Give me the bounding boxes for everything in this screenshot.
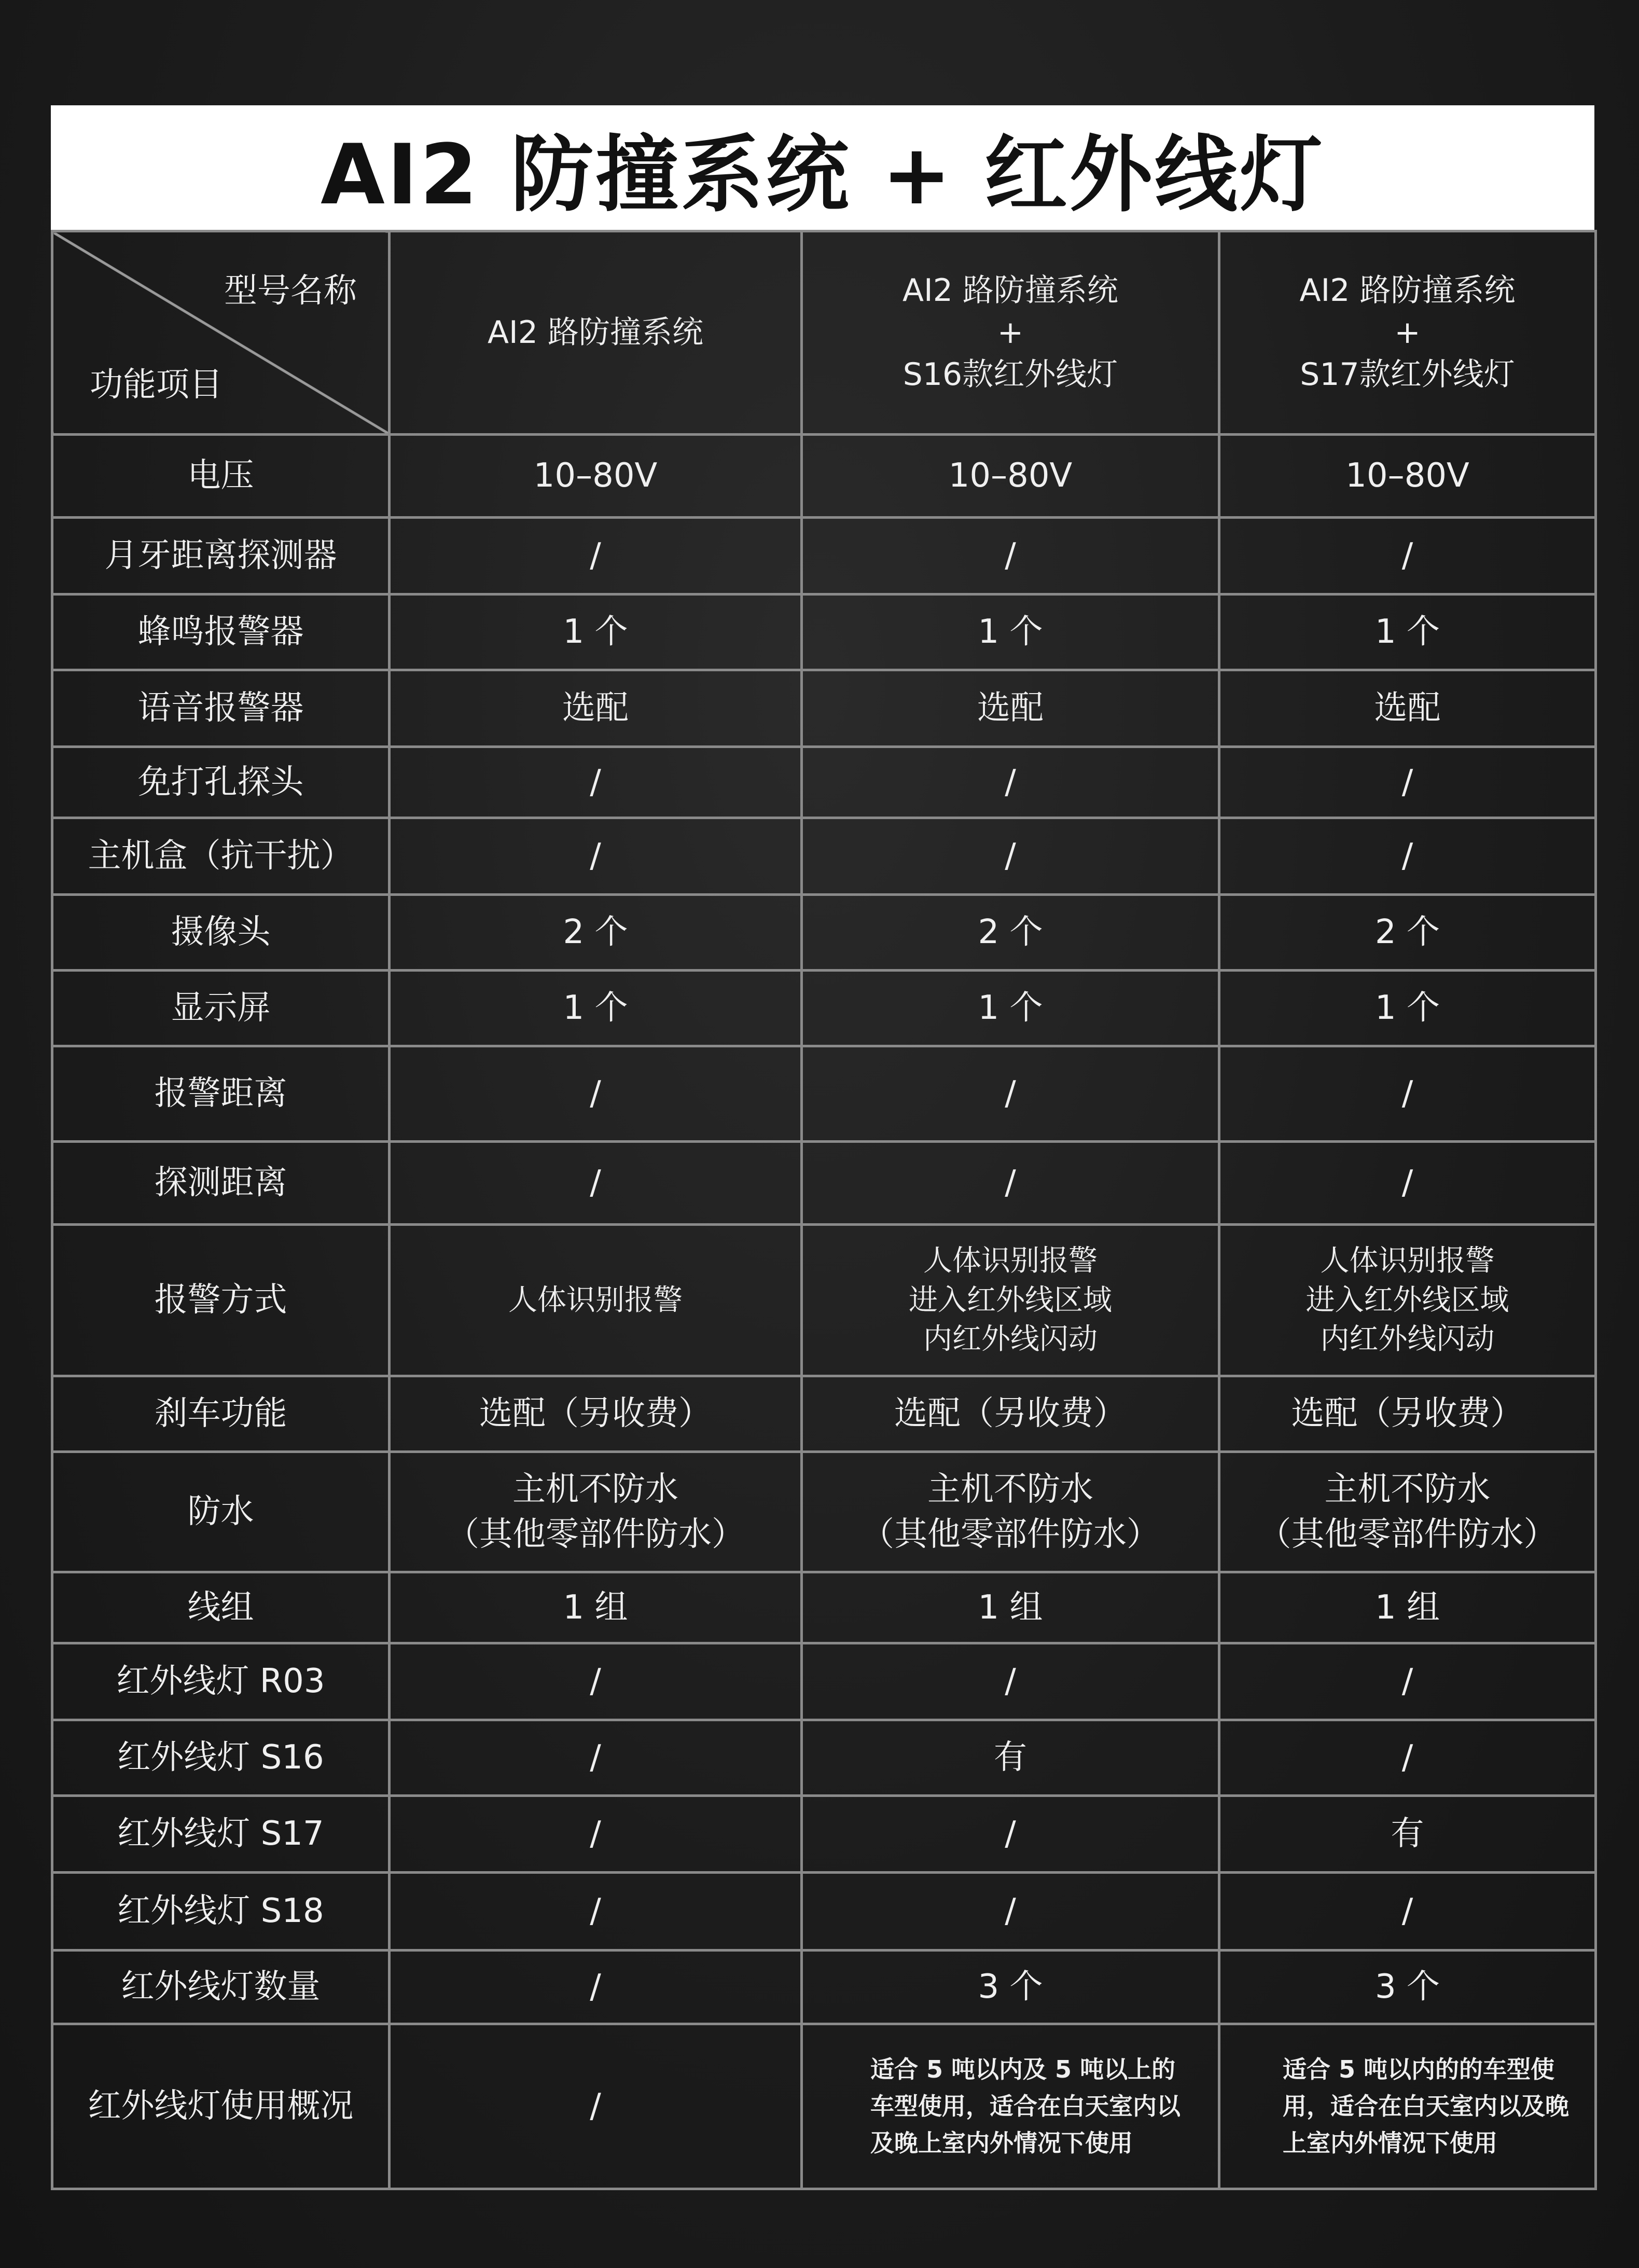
table-row	[52, 435, 1596, 518]
feature-cell: 刹车功能	[52, 1376, 390, 1452]
value-cell: 主机不防水 （其他零部件防水）	[1219, 1452, 1596, 1572]
value-cell: 3 个	[802, 1951, 1219, 2024]
table-row	[52, 1452, 1596, 1572]
value-cell: 有	[802, 1720, 1219, 1796]
feature-cell: 月牙距离探测器	[52, 518, 390, 594]
value-cell: 10–80V	[1219, 435, 1596, 518]
value-cell: /	[390, 747, 802, 818]
value-cell: 选配	[802, 670, 1219, 747]
value-cell: /	[390, 1046, 802, 1142]
table-row	[52, 1142, 1596, 1225]
value-cell: 1 组	[390, 1572, 802, 1643]
table-row	[52, 895, 1596, 971]
diagonal-header-cell	[52, 231, 390, 435]
table-row	[52, 1720, 1596, 1796]
table-row	[52, 1572, 1596, 1643]
value-cell: 主机不防水 （其他零部件防水）	[390, 1452, 802, 1572]
table-row	[52, 670, 1596, 747]
value-cell: 1 组	[1219, 1572, 1596, 1643]
value-cell: /	[802, 747, 1219, 818]
table-row	[52, 594, 1596, 670]
value-cell: /	[390, 2024, 802, 2189]
value-cell: 选配（另收费）	[802, 1376, 1219, 1452]
feature-cell: 线组	[52, 1572, 390, 1643]
feature-label: 功能项目	[90, 365, 223, 404]
feature-cell: 红外线灯 S16	[52, 1720, 390, 1796]
value-cell: 1 组	[802, 1572, 1219, 1643]
table-row	[52, 1376, 1596, 1452]
value-cell: 10–80V	[390, 435, 802, 518]
value-cell: 选配（另收费）	[390, 1376, 802, 1452]
page-title: AI2 防撞系统 + 红外线灯	[51, 105, 1594, 230]
value-cell: /	[390, 518, 802, 594]
feature-cell: 摄像头	[52, 895, 390, 971]
table-row	[52, 971, 1596, 1046]
value-cell: 人体识别报警	[390, 1225, 802, 1376]
usage-note-cell: 适合 5 吨以内的的车型使用，适合在白天室内以及晚上室内外情况下使用	[1219, 2024, 1596, 2189]
value-cell: 2 个	[802, 895, 1219, 971]
value-cell: 有	[1219, 1796, 1596, 1873]
model-header-ai2: AI2 路防撞系统	[390, 231, 802, 435]
feature-cell: 红外线灯使用概况	[52, 2024, 390, 2189]
value-cell: /	[802, 818, 1219, 895]
feature-cell: 语音报警器	[52, 670, 390, 747]
value-cell: /	[1219, 1643, 1596, 1720]
value-cell: 1 个	[390, 971, 802, 1046]
value-cell: 选配	[1219, 670, 1596, 747]
value-cell: /	[802, 1142, 1219, 1225]
usage-note-cell: 适合 5 吨以内及 5 吨以上的车型使用，适合在白天室内以及晚上室内外情况下使用	[802, 2024, 1219, 2189]
value-cell: /	[390, 1720, 802, 1796]
feature-cell: 蜂鸣报警器	[52, 594, 390, 670]
table-row	[52, 1643, 1596, 1720]
value-cell: 选配	[390, 670, 802, 747]
value-cell: 选配（另收费）	[1219, 1376, 1596, 1452]
value-cell: /	[390, 1951, 802, 2024]
comparison-table	[51, 230, 1597, 2190]
value-cell: /	[390, 1142, 802, 1225]
feature-cell: 防水	[52, 1452, 390, 1572]
value-cell: /	[390, 818, 802, 895]
value-cell: /	[802, 1046, 1219, 1142]
feature-cell: 免打孔探头	[52, 747, 390, 818]
value-cell: /	[1219, 818, 1596, 895]
table-row	[52, 2024, 1596, 2189]
value-cell: /	[1219, 1873, 1596, 1951]
value-cell: /	[1219, 1142, 1596, 1225]
feature-cell: 红外线灯 S18	[52, 1873, 390, 1951]
value-cell: 2 个	[1219, 895, 1596, 971]
value-cell: /	[390, 1873, 802, 1951]
value-cell: 3 个	[1219, 1951, 1596, 2024]
value-cell: 1 个	[390, 594, 802, 670]
model-name-label: 型号名称	[224, 272, 357, 310]
model-header-ai2-s16: AI2 路防撞系统 + S16款红外线灯	[802, 231, 1219, 435]
feature-cell: 红外线灯数量	[52, 1951, 390, 2024]
table-row	[52, 518, 1596, 594]
feature-cell: 红外线灯 R03	[52, 1643, 390, 1720]
table-header-row	[52, 231, 1596, 435]
value-cell: 10–80V	[802, 435, 1219, 518]
value-cell: /	[390, 1643, 802, 1720]
value-cell: /	[802, 518, 1219, 594]
value-cell: /	[1219, 1046, 1596, 1142]
feature-cell: 电压	[52, 435, 390, 518]
feature-cell: 主机盒（抗干扰）	[52, 818, 390, 895]
value-cell: /	[802, 1873, 1219, 1951]
table-row	[52, 1796, 1596, 1873]
value-cell: 人体识别报警 进入红外线区域 内红外线闪动	[1219, 1225, 1596, 1376]
table-row	[52, 1225, 1596, 1376]
feature-cell: 报警方式	[52, 1225, 390, 1376]
value-cell: 1 个	[802, 971, 1219, 1046]
table-row	[52, 747, 1596, 818]
value-cell: 1 个	[802, 594, 1219, 670]
value-cell: 2 个	[390, 895, 802, 971]
feature-cell: 红外线灯 S17	[52, 1796, 390, 1873]
model-header-ai2-s17: AI2 路防撞系统 + S17款红外线灯	[1219, 231, 1596, 435]
table-row	[52, 818, 1596, 895]
value-cell: 人体识别报警 进入红外线区域 内红外线闪动	[802, 1225, 1219, 1376]
table-row	[52, 1046, 1596, 1142]
value-cell: 主机不防水 （其他零部件防水）	[802, 1452, 1219, 1572]
value-cell: /	[802, 1643, 1219, 1720]
feature-cell: 探测距离	[52, 1142, 390, 1225]
feature-cell: 报警距离	[52, 1046, 390, 1142]
value-cell: 1 个	[1219, 971, 1596, 1046]
value-cell: /	[802, 1796, 1219, 1873]
value-cell: /	[1219, 1720, 1596, 1796]
spec-sheet	[51, 105, 1594, 2190]
table-row	[52, 1951, 1596, 2024]
feature-cell: 显示屏	[52, 971, 390, 1046]
value-cell: 1 个	[1219, 594, 1596, 670]
value-cell: /	[1219, 518, 1596, 594]
value-cell: /	[1219, 747, 1596, 818]
table-row	[52, 1873, 1596, 1951]
value-cell: /	[390, 1796, 802, 1873]
